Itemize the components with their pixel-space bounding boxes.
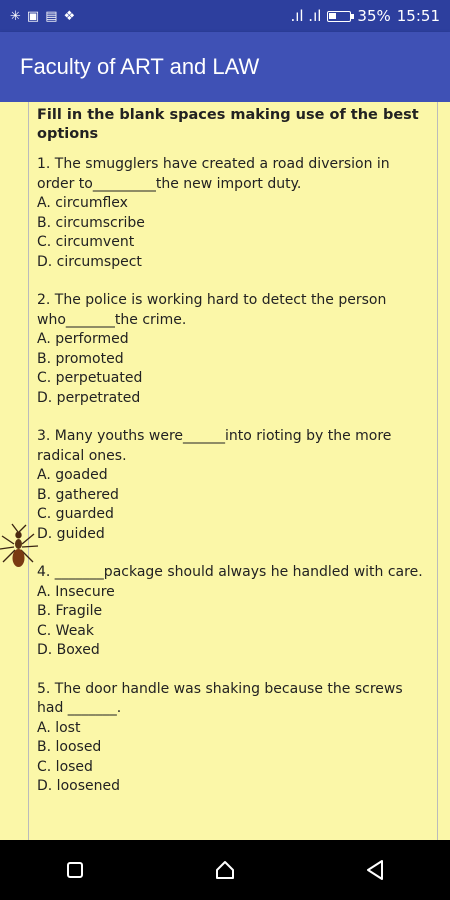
system-status	[290, 7, 440, 25]
answer-option[interactable]: C. Weak	[37, 622, 94, 639]
ant-sticker	[0, 522, 40, 572]
dropbox-icon: ❖	[63, 8, 76, 24]
answer-option[interactable]: D. guided	[37, 525, 105, 542]
back-button[interactable]	[355, 850, 395, 890]
clock: 15:51	[396, 7, 440, 25]
answer-option[interactable]: B. loosed	[37, 739, 102, 755]
question-4	[37, 563, 429, 661]
back-triangle-icon	[365, 859, 385, 881]
question-text: 2. The police is working hard to detect the person who_______the crime.	[37, 292, 387, 328]
battery-percent: 35%	[357, 7, 391, 25]
answer-option[interactable]: A. circumflex	[37, 195, 128, 211]
question-text: 4. _______package should always he handled with care.	[37, 564, 423, 580]
answer-option[interactable]: B. promoted	[37, 350, 124, 367]
question-1	[37, 155, 429, 272]
answer-option[interactable]: C. perpetuated	[37, 370, 143, 386]
answer-option[interactable]: D. circumspect	[37, 253, 142, 270]
content-area[interactable]	[0, 102, 450, 840]
answer-option[interactable]: D. loosened	[37, 778, 120, 794]
question-5	[37, 680, 429, 797]
square-icon	[66, 861, 84, 879]
answer-option[interactable]: B. gathered	[37, 486, 119, 503]
answer-option[interactable]: A. performed	[37, 331, 129, 347]
answer-option[interactable]: C. circumvent	[37, 234, 135, 250]
question-text: 3. Many youths were______into rioting by the more radical ones.	[37, 428, 392, 464]
question-3	[37, 427, 429, 544]
answer-option[interactable]: B. Fragile	[37, 603, 103, 619]
instruction-text: Fill in the blank spaces making use of the best options	[37, 107, 419, 142]
question-2	[37, 291, 429, 408]
recents-button[interactable]	[55, 850, 95, 890]
question-text: 5. The door handle was shaking because the screws had _______.	[37, 680, 403, 716]
signal-icon: .ıl .ıl	[290, 7, 322, 25]
question-sheet	[28, 102, 438, 840]
status-bar	[0, 0, 450, 32]
answer-option[interactable]: C. losed	[37, 758, 93, 775]
answer-option[interactable]: C. guarded	[37, 506, 114, 522]
home-button[interactable]	[205, 850, 245, 890]
question-list	[37, 155, 429, 797]
image-icon: ▣	[26, 8, 40, 24]
answer-option[interactable]: A. goaded	[37, 467, 108, 483]
answer-option[interactable]: D. perpetrated	[37, 389, 141, 406]
answer-option[interactable]: D. Boxed	[37, 642, 100, 658]
battery-level	[329, 13, 336, 19]
notification-icons	[10, 9, 75, 24]
question-text: 1. The smugglers have created a road diversion in order to_________the new import duty.	[37, 156, 390, 192]
app-title: Faculty of ART and LAW	[20, 54, 260, 79]
navigation-bar	[0, 840, 450, 900]
answer-option[interactable]: A. Insecure	[37, 583, 115, 600]
cellular-bug-icon: ✳	[10, 8, 21, 24]
answer-option[interactable]: B. circumscribe	[37, 214, 145, 231]
battery-icon	[327, 11, 351, 22]
answer-option[interactable]: A. lost	[37, 719, 81, 736]
photo-icon: ▤	[45, 8, 58, 24]
home-icon	[214, 859, 236, 881]
app-bar	[0, 32, 450, 102]
